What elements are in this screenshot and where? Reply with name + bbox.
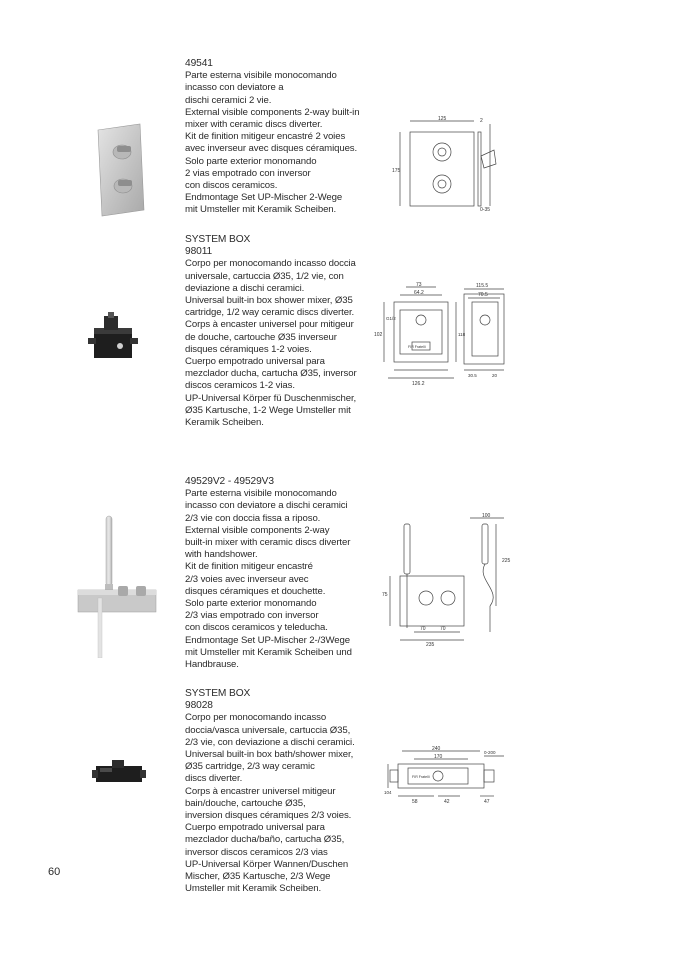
description-line: Mischer, Ø35 Kartusche, 2/3 Wege <box>185 871 331 883</box>
description-line: UP-Universal Körper fü Duschenmischer, <box>185 392 357 404</box>
description-line: inversor discos ceramicos 2/3 vias <box>185 846 328 858</box>
description-line: mixer with ceramic discs diverter. <box>185 119 323 131</box>
page-number: 60 <box>48 866 61 878</box>
description-line: Corps à encastrer universel mitigeur <box>185 785 336 797</box>
dim-label: 58 <box>412 799 418 805</box>
description-line: disques céramiques et douchette. <box>185 585 326 597</box>
dim-label: 70.5 <box>478 292 488 298</box>
product-code: 49529V2 - 49529V3 <box>185 476 274 487</box>
description-line: mit Umsteller mit Keramik Scheiben. <box>185 204 337 216</box>
dim-label: 73 <box>416 282 422 288</box>
dim-label: 70 <box>420 626 426 632</box>
dim-label: 170 <box>434 754 443 760</box>
dim-label: 240 <box>432 746 441 752</box>
description-line: UP-Universal Körper Wannen/Duschen <box>185 858 349 870</box>
description-line: Endmontage Set UP-Mischer 2-Wege <box>185 192 343 204</box>
description-line: External visible components 2-way built-in <box>185 106 360 118</box>
dim-label: G1/2 <box>386 316 396 321</box>
description-line: Parte esterna visibile monocomando <box>185 488 337 500</box>
description-line: Umsteller mit Keramik Scheiben. <box>185 883 322 895</box>
dim-label: 100 <box>482 513 491 519</box>
dim-label: 20 <box>492 373 498 378</box>
product-photo-mixer-with-handshower <box>74 512 164 658</box>
dim-label: 225 <box>502 558 511 564</box>
description-line: con discos ceramicos y teleducha. <box>185 622 328 634</box>
product-series: SYSTEM BOX <box>185 234 251 245</box>
description-line: Universal built-in box bath/shower mixer, <box>185 749 354 761</box>
dim-label: 104 <box>384 790 392 795</box>
technical-drawing-49529V2 <box>378 510 518 646</box>
dim-label: 102 <box>374 332 383 338</box>
technical-drawing-49541 <box>390 112 502 212</box>
product-photo-system-box <box>86 312 142 364</box>
description-line: mit Umsteller mit Keramik Scheiben und <box>185 646 352 658</box>
description-line: con discos ceramicos. <box>185 180 278 192</box>
dim-label: 125 <box>438 116 447 122</box>
product-photo-mixer-plate <box>88 122 158 222</box>
description-line: Parte esterna visibile monocomando <box>185 70 337 82</box>
description-line: 2 vias empotrado con inversor <box>185 167 311 179</box>
description-line: inversion disques céramiques 2/3 voies. <box>185 810 352 822</box>
description-line: Endmontage Set UP-Mischer 2-/3Wege <box>185 634 350 646</box>
description-line: Solo parte exterior monomando <box>185 155 317 167</box>
product-series: SYSTEM BOX <box>185 688 251 699</box>
description-line: Ø35 cartridge, 2/3 way ceramic <box>185 761 315 773</box>
description-line: 2/3 vie, con deviazione a dischi ceramici. <box>185 736 355 748</box>
description-line: deviazione a dischi ceramici. <box>185 282 305 294</box>
description-line: disques céramiques 1-2 voies. <box>185 343 312 355</box>
description-line: Handbrause. <box>185 659 239 671</box>
description-line: bain/douche, cartouche Ø35, <box>185 797 306 809</box>
product-entry-49541 <box>185 58 380 217</box>
technical-drawing-98011 <box>372 280 512 392</box>
dim-label: 0-200 <box>484 750 496 755</box>
description-line: Cuerpo empotrado universal para <box>185 356 325 368</box>
description-line: Corpo per monocomando incasso <box>185 712 327 724</box>
description-line: 2/3 voies avec inverseur avec <box>185 573 309 585</box>
product-entry-49529V2 <box>185 476 380 671</box>
description-line: Kit de finition mitigeur encastré 2 voies <box>185 131 346 143</box>
description-line: mezclador ducha, cartucha Ø35, inversor <box>185 368 357 380</box>
dim-label: 42 <box>444 799 450 805</box>
dim-label: 175 <box>392 168 401 174</box>
description-line: universale, cartuccia Ø35, 1/2 vie, con <box>185 270 344 282</box>
description-line: incasso con deviatore a dischi ceramici <box>185 500 348 512</box>
dim-label: 115.5 <box>476 283 489 289</box>
description-line: Universal built-in box shower mixer, Ø35 <box>185 295 353 307</box>
description-line: de douche, cartouche Ø35 inverseur <box>185 331 337 343</box>
dim-label: 126.2 <box>412 381 425 387</box>
dim-label: 0-35 <box>480 207 491 212</box>
product-photo-system-box-bath <box>92 760 148 788</box>
description-line: Corpo per monocomando incasso doccia <box>185 258 356 270</box>
dim-label: 30.5 <box>468 373 477 378</box>
description-line: mezclador ducha/baño, cartucha Ø35, <box>185 834 345 846</box>
description-line: Solo parte exterior monomando <box>185 598 317 610</box>
product-code: 49541 <box>185 58 213 69</box>
description-line: Corps à encaster universel pour mitigeur <box>185 319 354 331</box>
dim-label: 118 <box>458 332 466 337</box>
description-line: 2/3 vie con doccia fissa a riposo. <box>185 512 321 524</box>
box-label: FIR Fratelli <box>408 345 426 349</box>
box-label: FIR Fratelli <box>412 775 430 779</box>
dim-label: 64.2 <box>414 290 424 296</box>
description-line: built-in mixer with ceramic discs diverter <box>185 537 351 549</box>
description-line: 2/3 vias empotrado con inversor <box>185 610 319 622</box>
description-line: with handshower. <box>185 549 258 561</box>
description-line: discos ceramicos 1-2 vias. <box>185 380 295 392</box>
description-line: dischi ceramici 2 vie. <box>185 94 272 106</box>
product-entry-98028 <box>185 688 380 895</box>
product-code: 98028 <box>185 700 213 712</box>
description-line: cartridge, 1/2 way ceramic discs diverter. <box>185 307 355 319</box>
description-line: Kit de finition mitigeur encastré <box>185 561 313 573</box>
description-line: Keramik Scheiben. <box>185 417 264 429</box>
description-line: doccia/vasca universale, cartuccia Ø35, <box>185 724 351 736</box>
dim-label: 2 <box>480 118 483 124</box>
description-line: avec inverseur avec disques céramiques. <box>185 143 358 155</box>
dim-label: 75 <box>382 592 388 598</box>
description-line: Ø35 Kartusche, 1-2 Wege Umsteller mit <box>185 404 351 416</box>
product-code: 98011 <box>185 246 213 258</box>
description-line: Cuerpo empotrado universal para <box>185 822 325 834</box>
dim-label: 235 <box>426 642 435 646</box>
product-entry-98011 <box>185 234 380 429</box>
description-line: incasso con deviatore a <box>185 82 284 94</box>
description-line: discs diverter. <box>185 773 243 785</box>
dim-label: 47 <box>484 799 490 805</box>
description-line: External visible components 2-way <box>185 524 330 536</box>
dim-label: 70 <box>440 626 446 632</box>
technical-drawing-98028 <box>384 744 510 808</box>
